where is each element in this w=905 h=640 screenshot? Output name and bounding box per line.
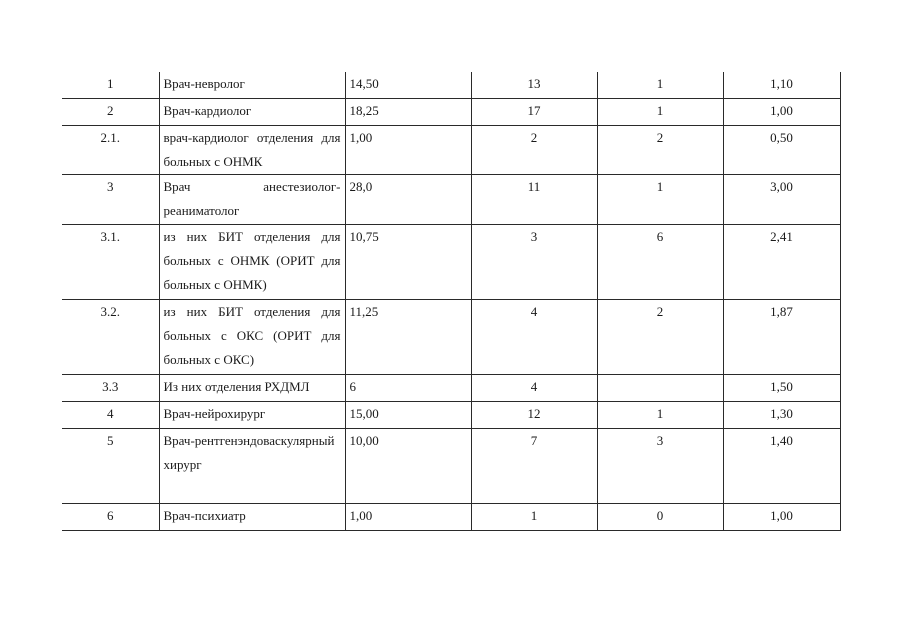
value-cell: 17 xyxy=(471,99,597,126)
table-row xyxy=(62,126,840,175)
row-number: 5 xyxy=(62,429,159,504)
position-name: из них БИТ отделения для больных с ОНМК (ОРИТ для больных с ОНМК) xyxy=(159,225,345,300)
value-cell: 0,50 xyxy=(723,126,840,175)
table-row xyxy=(62,300,840,375)
value-cell: 1 xyxy=(471,504,597,531)
table-row xyxy=(62,429,840,504)
value-cell: 1 xyxy=(597,99,723,126)
table-row xyxy=(62,99,840,126)
value-cell: 11 xyxy=(471,175,597,225)
position-name: Из них отделения РХДМЛ xyxy=(159,375,345,402)
table-row xyxy=(62,402,840,429)
value-cell: 28,0 xyxy=(345,175,471,225)
position-name: из них БИТ отделения для больных с ОКС (ОРИТ для больных с ОКС) xyxy=(159,300,345,375)
value-cell: 1,00 xyxy=(723,504,840,531)
value-cell: 11,25 xyxy=(345,300,471,375)
value-cell: 0 xyxy=(597,504,723,531)
position-name: Врач-невролог xyxy=(159,72,345,99)
value-cell: 10,75 xyxy=(345,225,471,300)
table-row xyxy=(62,225,840,300)
value-cell: 6 xyxy=(597,225,723,300)
row-number: 3.2. xyxy=(62,300,159,375)
row-number: 3.3 xyxy=(62,375,159,402)
value-cell: 18,25 xyxy=(345,99,471,126)
value-cell: 3 xyxy=(597,429,723,504)
row-number: 2 xyxy=(62,99,159,126)
value-cell: 2 xyxy=(597,300,723,375)
value-cell: 2 xyxy=(597,126,723,175)
row-number: 1 xyxy=(62,72,159,99)
value-cell: 1 xyxy=(597,175,723,225)
value-cell: 15,00 xyxy=(345,402,471,429)
table-row xyxy=(62,72,840,99)
value-cell: 4 xyxy=(471,300,597,375)
value-cell: 3 xyxy=(471,225,597,300)
staffing-table xyxy=(62,72,841,531)
position-name: врач-кардиолог отделения для больных с ОНМК xyxy=(159,126,345,175)
position-name: Врач-нейрохирург xyxy=(159,402,345,429)
row-number: 6 xyxy=(62,504,159,531)
table-row xyxy=(62,504,840,531)
position-name: Врач-психиатр xyxy=(159,504,345,531)
value-cell: 1,00 xyxy=(345,504,471,531)
value-cell: 6 xyxy=(345,375,471,402)
position-name: Врач-рентгенэндоваскулярный хирург xyxy=(159,429,345,504)
value-cell: 3,00 xyxy=(723,175,840,225)
value-cell: 4 xyxy=(471,375,597,402)
value-cell: 10,00 xyxy=(345,429,471,504)
row-number: 3.1. xyxy=(62,225,159,300)
table-row xyxy=(62,375,840,402)
position-name: Врач-кардиолог xyxy=(159,99,345,126)
value-cell: 2 xyxy=(471,126,597,175)
value-cell xyxy=(597,375,723,402)
value-cell: 1 xyxy=(597,402,723,429)
value-cell: 2,41 xyxy=(723,225,840,300)
value-cell: 1,40 xyxy=(723,429,840,504)
value-cell: 1,10 xyxy=(723,72,840,99)
value-cell: 1,87 xyxy=(723,300,840,375)
row-number: 4 xyxy=(62,402,159,429)
table-row xyxy=(62,175,840,225)
value-cell: 1,00 xyxy=(723,99,840,126)
value-cell: 14,50 xyxy=(345,72,471,99)
position-name: Врач анестезиолог-реаниматолог xyxy=(159,175,345,225)
value-cell: 1,50 xyxy=(723,375,840,402)
value-cell: 7 xyxy=(471,429,597,504)
value-cell: 1,30 xyxy=(723,402,840,429)
row-number: 3 xyxy=(62,175,159,225)
value-cell: 12 xyxy=(471,402,597,429)
value-cell: 1 xyxy=(597,72,723,99)
value-cell: 13 xyxy=(471,72,597,99)
row-number: 2.1. xyxy=(62,126,159,175)
value-cell: 1,00 xyxy=(345,126,471,175)
